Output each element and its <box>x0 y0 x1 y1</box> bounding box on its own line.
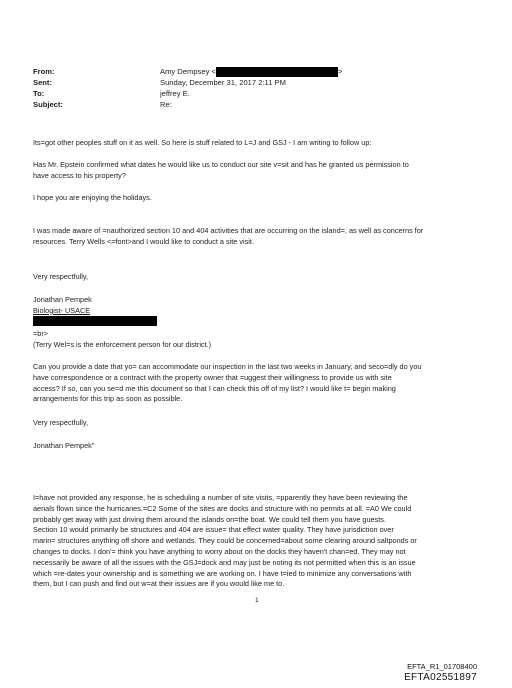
text-line: Section 10 would primarily be structures and 404 are issue= that effect water quality. They have jurisdiction over <box>33 525 394 535</box>
text-line: Can you provide a date that yo= can accommodate our inspection in the last two weeks in January, and seco=dly do you <box>33 362 422 371</box>
text-line: Jonathan Pempek" <box>33 441 95 450</box>
from-value <box>160 67 342 77</box>
redaction-bar <box>216 67 338 77</box>
redaction-bar <box>33 316 157 326</box>
text-line: (Terry Wel=s is the enforcement person for our district.) <box>33 339 212 349</box>
sent-label: Sent: <box>33 78 52 87</box>
text-line: arrangements for this trip as soon as possible. <box>33 394 183 404</box>
from-label: From: <box>33 67 55 76</box>
paragraph-4 <box>33 226 488 248</box>
text-line: Jonathan Pempek <box>33 295 92 304</box>
subject-label: Subject: <box>33 100 63 109</box>
to-label: To: <box>33 89 45 98</box>
text-line: have access to his property? <box>33 170 126 180</box>
from-name: Amy Dempsey < <box>160 67 216 76</box>
text-line: I was made aware of =nauthorized section 10 and 404 activities that are occurring on the island=, as well as concerns for <box>33 226 424 235</box>
paragraph-6 <box>33 295 488 317</box>
paragraph-10 <box>33 441 488 452</box>
text-line: aerials flown since the hurricanes.=C2 Some of the sites are docks and structure with no permits at all. =A0 We could <box>33 503 412 513</box>
text-line: them, but I can push and find out w=at their issues are if you would like me to. <box>33 579 285 589</box>
text-line: have correspondence or a contract with the property owner that =uggest their willingness to provide us with site <box>33 372 392 382</box>
document-reference-secondary: EFTA02551897 <box>404 672 477 683</box>
page-number: 1 <box>255 597 259 604</box>
text-line: I=have not provided any response, he is scheduling a number of site visits, =pparently they have been reviewing the <box>33 493 408 502</box>
subject-value: Re: <box>160 100 172 109</box>
text-line: Biologist- USACE <box>33 305 91 315</box>
text-line: changes to docks. I don'= think you have anything to worry about on the docks they haven't chan=ed. They may not <box>33 546 406 556</box>
text-line: Very respectfully, <box>33 272 89 281</box>
text-line: resources. Terry Wells <=font>and I would like to conduct a site visit. <box>33 236 254 246</box>
text-line: marin= structures anything off shore and wetlands. They could be concerned=about some clearing around saltponds or <box>33 536 417 546</box>
paragraph-8 <box>33 362 488 405</box>
from-tail: > <box>337 67 343 76</box>
text-line: Its=got other peoples stuff on it as well. So here is stuff related to L=J and GSJ - I am writing to follow up: <box>33 138 372 147</box>
paragraph-7 <box>33 329 488 351</box>
sent-value: Sunday, December 31, 2017 2:11 PM <box>160 78 286 87</box>
paragraph-5 <box>33 272 488 283</box>
document-reference-primary: EFTA_R1_01708400 <box>407 662 477 671</box>
text-line: Very respectfully, <box>33 418 89 427</box>
text-line: I hope you are enjoying the holidays. <box>33 193 152 202</box>
text-line: =br> <box>33 329 49 338</box>
text-line: access? If so, can you se=d me this document so that I can check this off of my list? I would like t= begin making <box>33 383 396 393</box>
paragraph-9 <box>33 418 488 429</box>
text-line: necessarily be aware of all the issues with the GSJ=dock and may just be noting its not permitted when this is an issue <box>33 557 416 567</box>
paragraph-11 <box>33 493 488 590</box>
paragraph-1 <box>33 138 488 149</box>
text-line: which =re-dates your ownership and is something we are working on. I have t=ied to minimize any conversations with <box>33 568 412 578</box>
paragraph-2 <box>33 160 488 182</box>
text-line: probably get away with just driving them around the islands on=the boat. We could tell them you have guests. <box>33 514 386 524</box>
paragraph-3 <box>33 193 488 204</box>
text-line: Has Mr. Epstein confirmed what dates he would like us to conduct our site v=sit and has he granted us permission to <box>33 160 409 169</box>
to-value: jeffrey E. <box>160 89 190 98</box>
